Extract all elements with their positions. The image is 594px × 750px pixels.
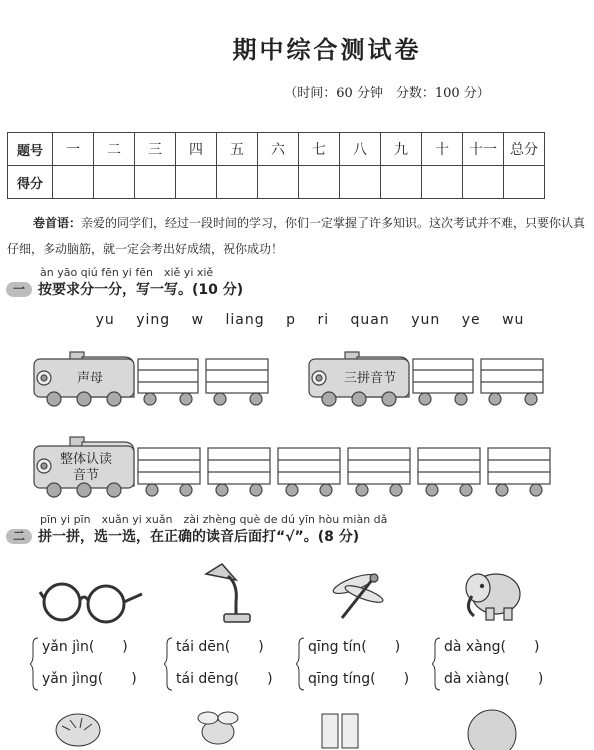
- score-cell[interactable]: [135, 166, 176, 199]
- section2-pinyin: pīn yi pīn xuǎn yi xuǎn zài zhèng què de dú yīn hòu miàn dǎ: [40, 513, 388, 526]
- score-cell[interactable]: [258, 166, 299, 199]
- score-table-col: 六: [258, 133, 299, 166]
- train-car: [348, 448, 410, 496]
- word-item: yu: [95, 312, 115, 328]
- score-table: [7, 132, 545, 199]
- word-item: quan: [350, 312, 390, 328]
- boots-icon: [316, 708, 366, 750]
- score-table-col: 八: [340, 133, 381, 166]
- score-table-col: 九: [381, 133, 422, 166]
- brace-icon: [30, 636, 40, 692]
- train-car: [138, 448, 200, 496]
- brace-icon: [432, 636, 442, 692]
- ball-icon: [462, 704, 522, 750]
- score-table-col: 十一: [463, 133, 504, 166]
- score-table-col: 一: [53, 133, 94, 166]
- page-subtitle: （时间：60 分钟 分数：100 分）: [284, 86, 490, 101]
- score-table-col: 七: [299, 133, 340, 166]
- score-row-label: 得分: [8, 166, 53, 199]
- intro-label: 卷首语：: [33, 216, 82, 230]
- train-car: [488, 448, 550, 496]
- page-title: 期中综合测试卷: [232, 35, 422, 64]
- word-item: w: [191, 312, 205, 328]
- score-table-col: 总分: [504, 133, 545, 166]
- word-item: ri: [317, 312, 330, 328]
- dragonfly-icon: [328, 570, 388, 622]
- word-item: ying: [136, 312, 171, 328]
- score-cell[interactable]: [217, 166, 258, 199]
- score-cell[interactable]: [463, 166, 504, 199]
- train-car: [413, 359, 473, 405]
- choice-option-1[interactable]: yǎn jìn( ): [42, 639, 128, 655]
- section1-pinyin: àn yāo qiú fēn yi fēn xiě yi xiě: [40, 266, 214, 279]
- glasses-icon: [38, 576, 148, 626]
- score-table-header-row: [8, 133, 545, 166]
- score-table-col: 二: [94, 133, 135, 166]
- score-cell[interactable]: [504, 166, 545, 199]
- choice-option-1[interactable]: qīng tín( ): [308, 639, 401, 655]
- train-label-initials: 声母: [76, 371, 103, 386]
- bee-icon: [188, 706, 248, 750]
- section2-title: 拼一拼，选一选，在正确的读音后面打“√”。(8 分): [38, 529, 360, 545]
- elephant-icon: [458, 566, 528, 622]
- intro-text: 亲爱的同学们，经过一段时间的学习，你们一定掌握了许多知识。这次考试并不难，只要你认真仔细，多动脑筋，就一定会考出好成绩，祝你成功！: [7, 216, 586, 256]
- choice-option-1[interactable]: dà xàng( ): [444, 639, 540, 655]
- choice-option-2[interactable]: tái dēng( ): [176, 671, 273, 687]
- score-table-col: 四: [176, 133, 217, 166]
- train-label-triple: 三拼音节: [343, 371, 396, 386]
- train-label-whole: 整体认读音节: [60, 452, 113, 483]
- word-item: wu: [502, 312, 525, 328]
- word-list: [0, 312, 594, 328]
- train-car: [206, 359, 268, 405]
- train-car: [138, 359, 198, 405]
- train-car: [278, 448, 340, 496]
- score-cell[interactable]: [381, 166, 422, 199]
- score-cell[interactable]: [176, 166, 217, 199]
- section2-number: 二: [6, 529, 32, 544]
- word-item: ye: [461, 312, 481, 328]
- choice-option-1[interactable]: tái dēn( ): [176, 639, 264, 655]
- score-cell[interactable]: [53, 166, 94, 199]
- score-cell[interactable]: [299, 166, 340, 199]
- train-car: [481, 359, 543, 405]
- score-cell[interactable]: [94, 166, 135, 199]
- score-table-col: 十: [422, 133, 463, 166]
- score-table-col: 三: [135, 133, 176, 166]
- desk-lamp-icon: [198, 560, 258, 626]
- choice-option-2[interactable]: dà xiàng( ): [444, 671, 544, 687]
- word-item: liang: [225, 312, 265, 328]
- word-item: yun: [411, 312, 441, 328]
- score-cell[interactable]: [422, 166, 463, 199]
- section1-number: 一: [6, 282, 32, 297]
- train-car: [418, 448, 480, 496]
- train-car: [208, 448, 270, 496]
- score-table-score-row: [8, 166, 545, 199]
- section1-title: 按要求分一分，写一写。(10 分): [38, 282, 244, 298]
- score-table-row-header: 题号: [8, 133, 53, 166]
- brace-icon: [296, 636, 306, 692]
- score-cell[interactable]: [340, 166, 381, 199]
- brace-icon: [164, 636, 174, 692]
- intro-paragraph: [7, 210, 587, 262]
- word-item: p: [286, 312, 296, 328]
- score-table-col: 五: [217, 133, 258, 166]
- chrysanthemum-icon: [48, 706, 108, 750]
- choice-option-2[interactable]: qīng tíng( ): [308, 671, 410, 687]
- choice-option-2[interactable]: yǎn jìng( ): [42, 671, 137, 687]
